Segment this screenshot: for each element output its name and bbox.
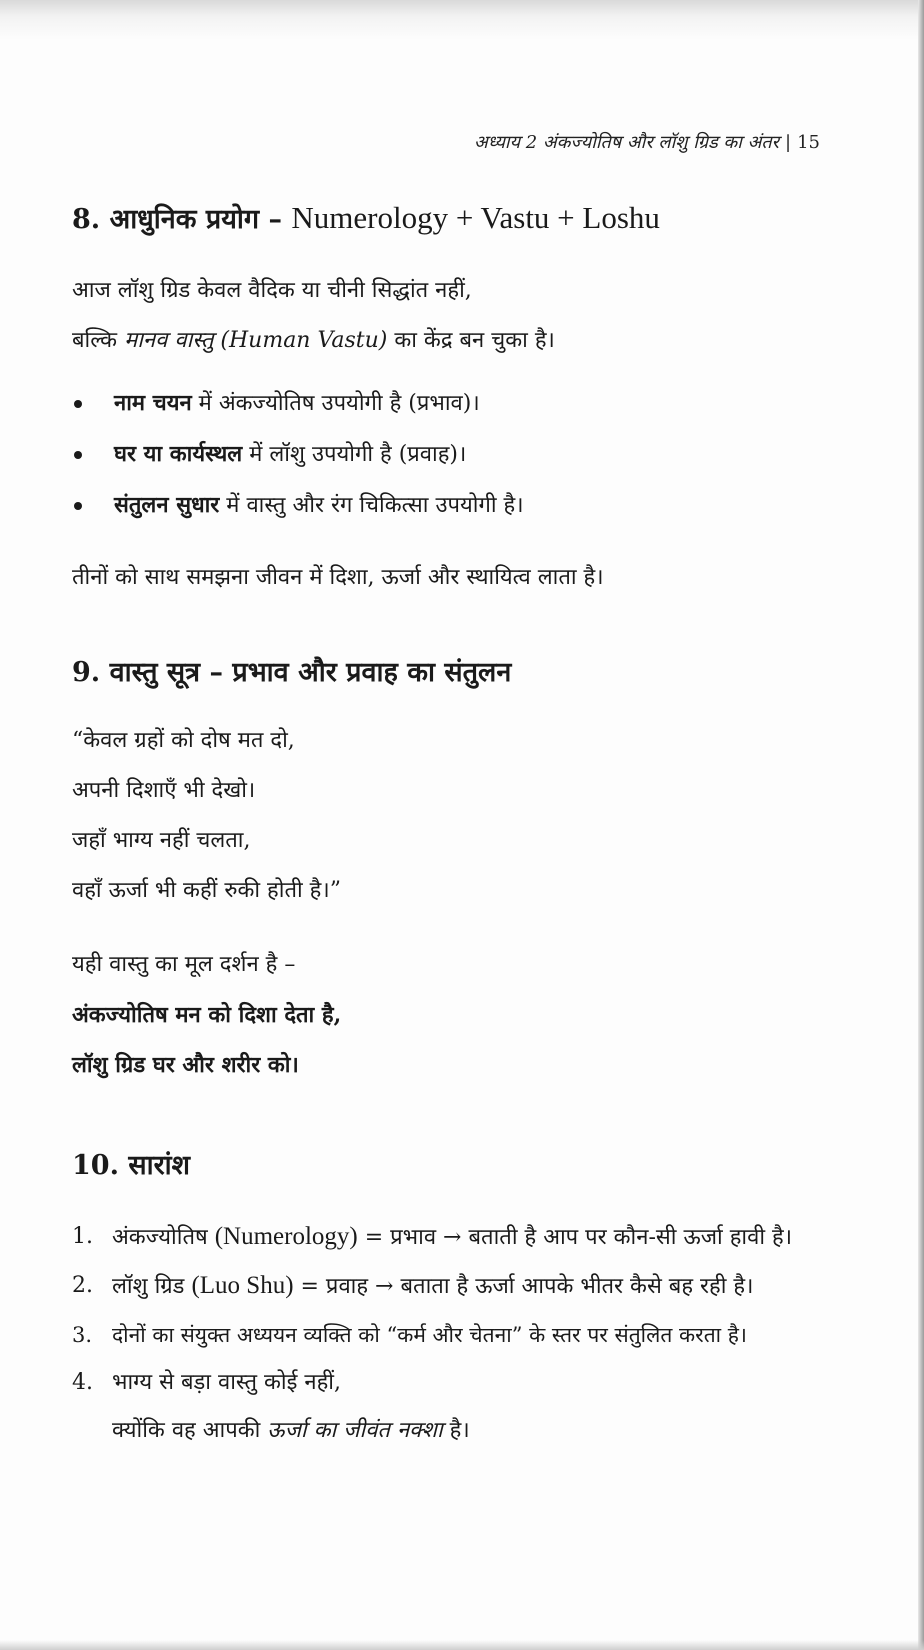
section-8-heading-latin: Numerology + Vastu + Loshu <box>291 200 660 235</box>
item-latin: (Numerology) <box>214 1223 358 1251</box>
item-text-end: = प्रवाह → बताता है ऊर्जा आपके भीतर कैसे बह रही है। <box>293 1274 754 1300</box>
running-head-separator: | <box>785 132 792 153</box>
page-bottom-edge <box>0 1640 924 1650</box>
item-text: लॉशु ग्रिड <box>112 1274 192 1300</box>
bullet-dot <box>74 451 82 459</box>
section-8-heading <box>72 198 832 238</box>
item-4-line-2-start: क्योंकि वह आपकी <box>112 1418 268 1444</box>
item-4-line-2-italic: ऊर्जा का जीवंत नक्शा <box>267 1418 443 1444</box>
page-content <box>72 198 832 1455</box>
section-9-heading: 9. वास्तु सूत्र – प्रभाव और प्रवाह का संतुलन <box>72 657 512 689</box>
bullet-dot <box>74 400 82 408</box>
list-item <box>72 480 832 531</box>
intro-line-2-start: बल्कि <box>72 328 125 354</box>
bullet-bold: नाम चयन <box>114 390 192 417</box>
page-right-edge <box>918 0 924 1650</box>
summary-list <box>72 1213 832 1455</box>
section-8-heading-text: 8. आधुनिक प्रयोग – <box>72 204 292 235</box>
section-8-intro-line-2 <box>72 316 832 366</box>
quote-line: “केवल ग्रहों को दोष मत दो, <box>72 728 295 754</box>
intro-line-2-italic: मानव वास्तु (Human Vastu) <box>124 328 388 354</box>
quote-line: अपनी दिशाएँ भी देखो। <box>72 778 256 804</box>
quote-line: जहाँ भाग्य नहीं चलता, <box>72 828 251 854</box>
running-head <box>474 130 820 154</box>
item-number: 4. <box>72 1370 93 1396</box>
bullet-text: में अंकज्योतिष उपयोगी है (प्रभाव)। <box>191 391 480 417</box>
list-item <box>72 1262 832 1311</box>
list-item <box>72 1359 832 1455</box>
item-text-end: = प्रभाव → बताती है आप पर कौन-सी ऊर्जा हावी है। <box>357 1225 793 1251</box>
quote-line: वहाँ ऊर्जा भी कहीं रुकी होती है।” <box>72 878 341 904</box>
section-8-closing: तीनों को साथ समझना जीवन में दिशा, ऊर्जा और स्थायित्व लाता है। <box>72 565 604 591</box>
list-item <box>72 429 832 480</box>
page-number: 15 <box>797 132 820 153</box>
item-text: अंकज्योतिष <box>112 1225 215 1251</box>
list-item <box>72 1311 832 1359</box>
item-number: 3. <box>72 1323 93 1348</box>
bullet-text: में वास्तु और रंग चिकित्सा उपयोगी है। <box>219 493 524 519</box>
bold-line-2: लॉशु ग्रिड घर और शरीर को। <box>72 1052 299 1079</box>
bullet-text: में लॉशु उपयोगी है (प्रवाह)। <box>242 442 467 468</box>
bold-line-1: अंकज्योतिष मन को दिशा देता है, <box>72 1002 342 1029</box>
list-item <box>72 378 832 429</box>
item-4-line-2-end: है। <box>442 1418 470 1444</box>
item-text: भाग्य से बड़ा वास्तु कोई नहीं, <box>112 1370 341 1396</box>
bullet-dot <box>74 502 82 510</box>
item-latin: (Luo Shu) <box>191 1272 294 1300</box>
philosophy-line: यही वास्तु का मूल दर्शन है – <box>72 952 296 978</box>
bullet-bold: संतुलन सुधार <box>114 492 220 519</box>
section-8-bullet-list <box>72 378 832 531</box>
page-top-shadow <box>0 0 924 40</box>
intro-line-2-end: का केंद्र बन चुका है। <box>387 328 555 354</box>
section-8-intro-line-1: आज लॉशु ग्रिड केवल वैदिक या चीनी सिद्धांत नहीं, <box>72 278 472 304</box>
section-10-heading: 10. सारांश <box>72 1150 191 1182</box>
list-item <box>72 1213 852 1262</box>
bullet-bold: घर या कार्यस्थल <box>114 441 243 468</box>
item-number: 2. <box>72 1273 93 1299</box>
item-number: 1. <box>72 1224 93 1250</box>
running-head-chapter: अध्याय 2 अंकज्योतिष और लॉशु ग्रिड का अंतर <box>473 132 780 153</box>
item-text: दोनों का संयुक्त अध्ययन व्यक्ति को “कर्म और चेतना” के स्तर पर संतुलित करता है। <box>112 1323 747 1348</box>
